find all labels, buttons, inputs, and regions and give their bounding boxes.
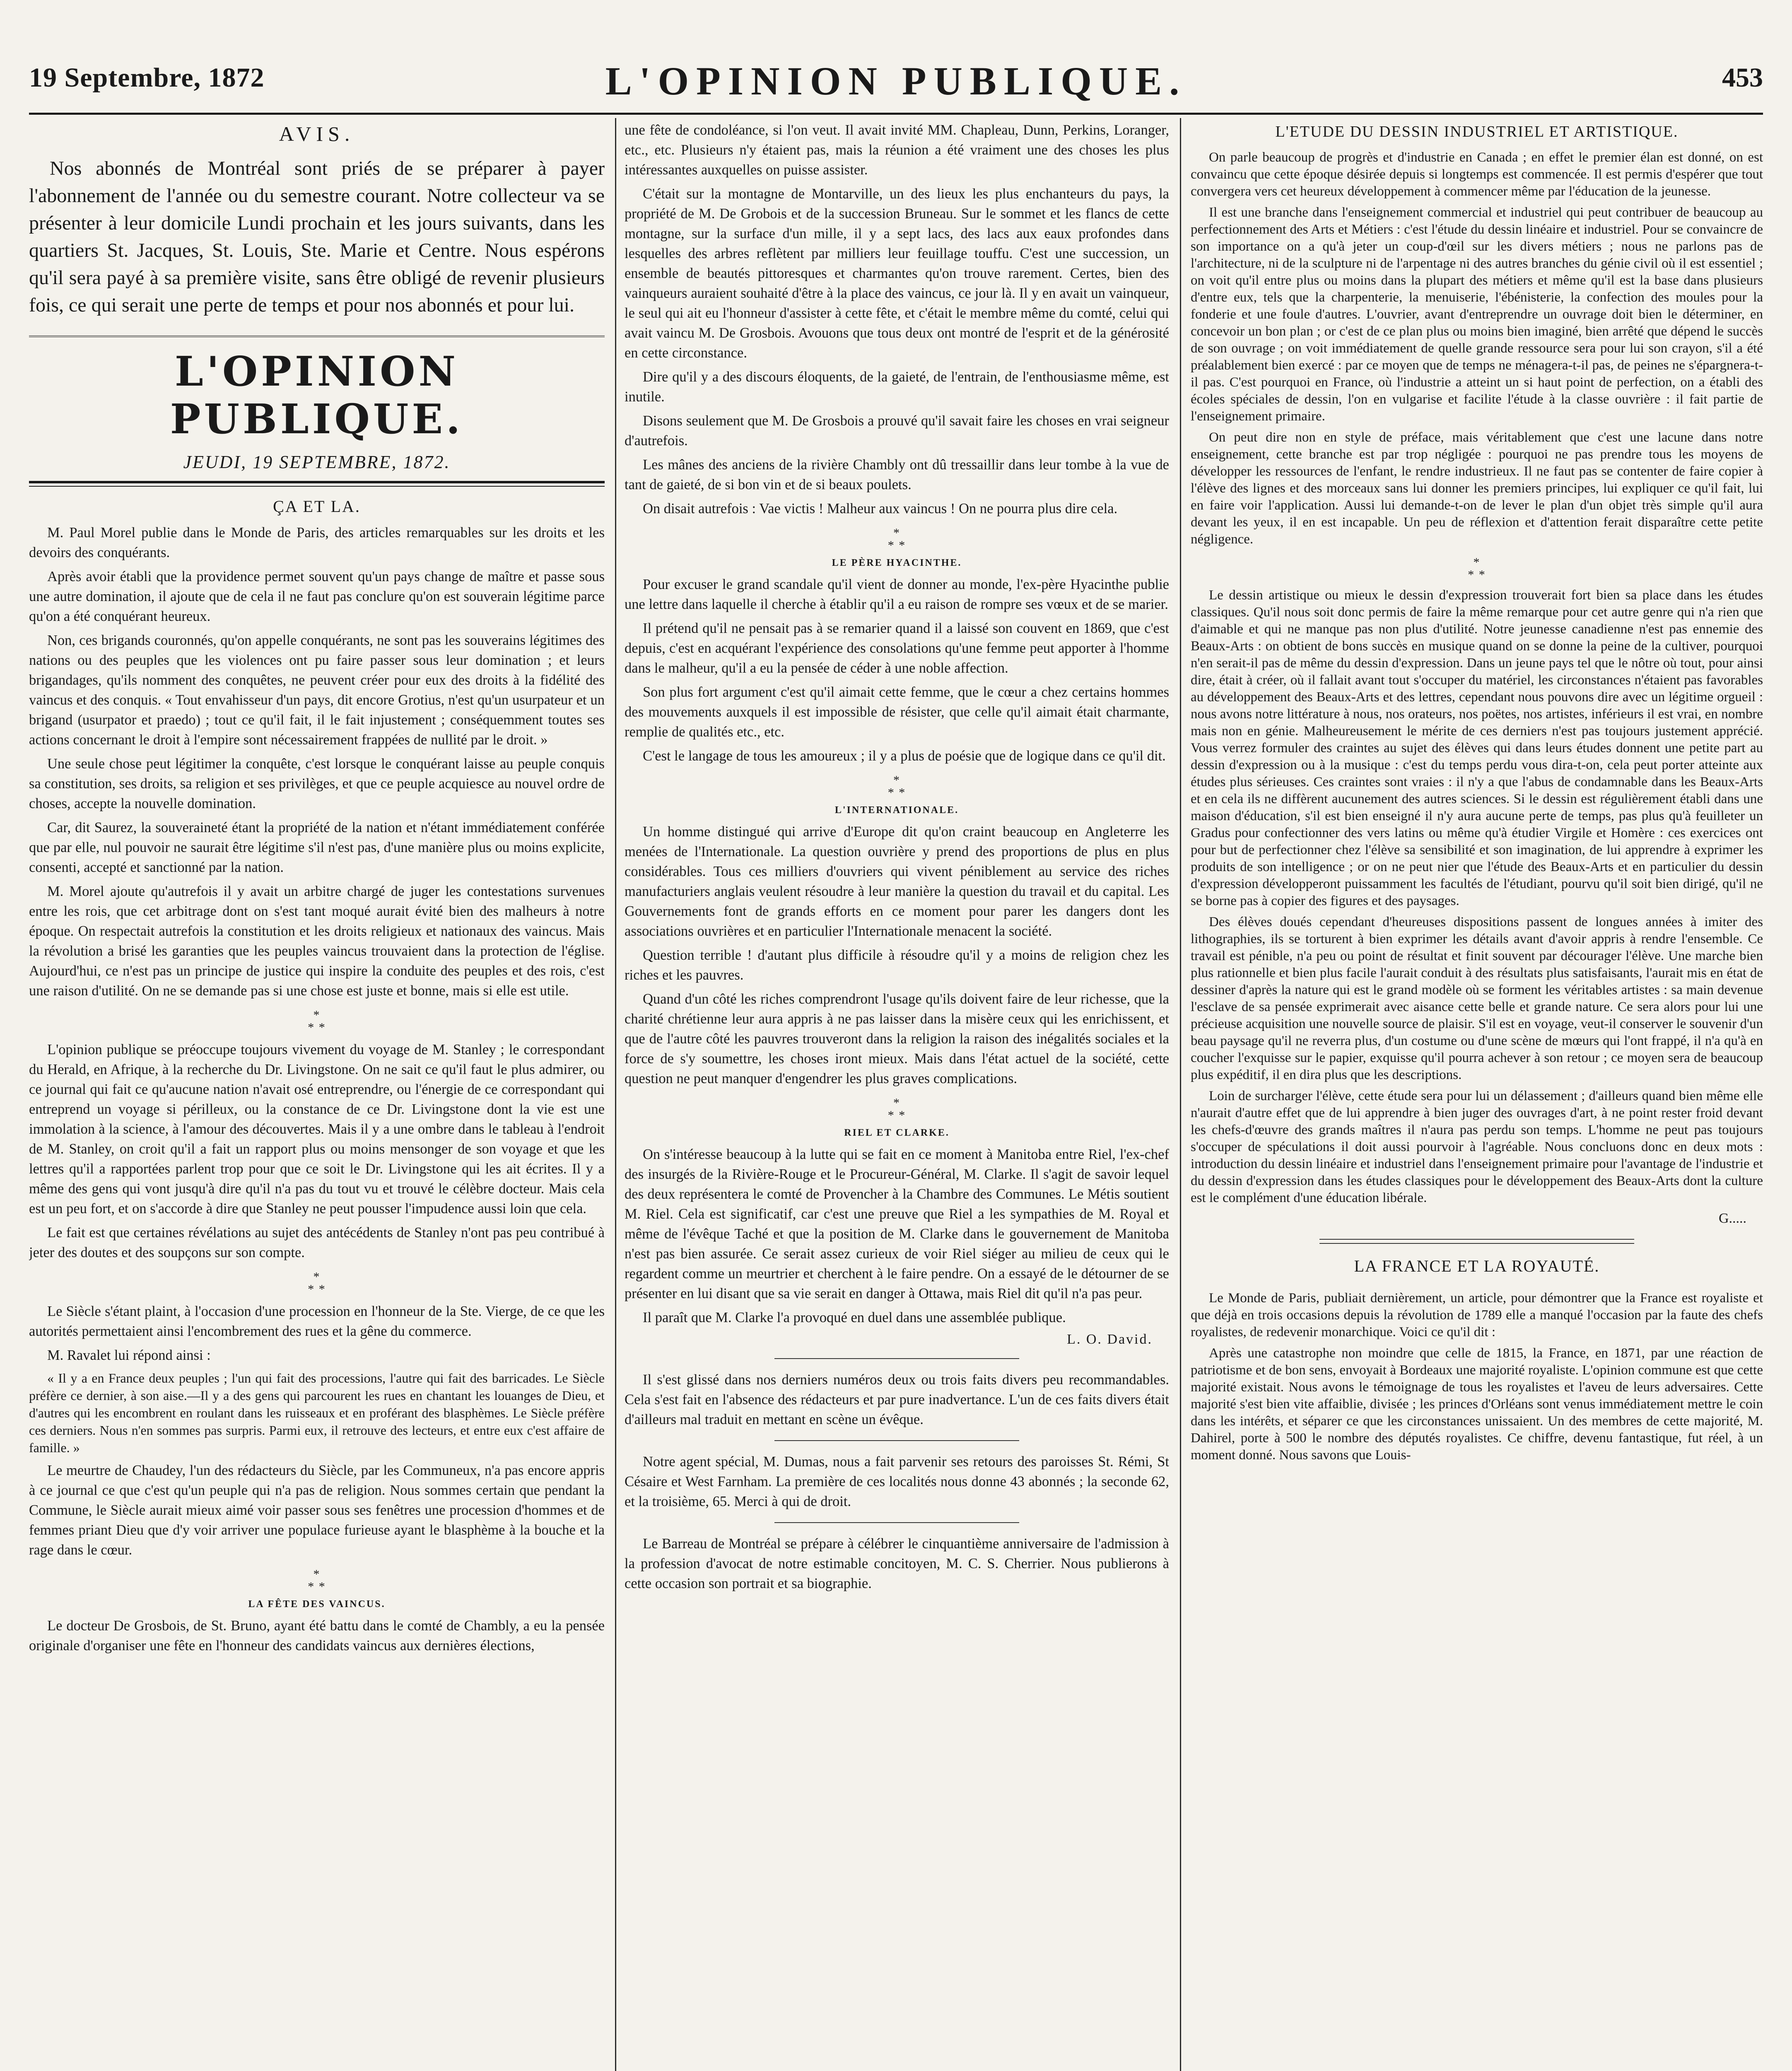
- paragraph: Il prétend qu'il ne pensait pas à se remarier quand il a laissé son couvent en 1869, que c'est depuis, c'est en acquérant l'expérience des consolations qu'une femme peut apporter à l'homme dans le malheur, qu'il a eu la pensée de céder à une noble affection.: [625, 620, 1169, 676]
- paragraph: C'était sur la montagne de Montarville, un des lieux les plus enchanteurs du pays, la propriété de M. De Grobois et de la succession Bruneau. Sur le sommet et les flancs de cette montagne, sur la surface d'un mille, il y a sept lacs, des lacs aux eaux profondes dans lesquelles des arbres reflètent par milliers leur feuillage touffu. C'est une succession, un ensemble de beautés pittoresques et charmantes qu'on trouve rarement. Certes, bien des vainqueurs auraient souhaité d'être à la place des vaincus, ce jour là. Il y en avait un vainqueur, le seul qui ait eu l'honneur d'assister à cette fête, et c'était le membre même du comté, celui qui avait vaincu M. De Grosbois. Avouons que tous deux ont montré de l'esprit et de la générosité en cette circonstance.: [625, 186, 1169, 361]
- paragraph: On disait autrefois : Vae victis ! Malheur aux vaincus ! On ne pourra plus dire cela.: [643, 501, 1118, 517]
- notice-title: AVIS.: [279, 122, 355, 145]
- paragraph: Quand d'un côté les riches comprendront l'usage qu'ils doivent faire de leur richesse, que la charité chrétienne leur aura appris à ne pas laisser dans la misère ceux qui les enrichissent, et que de l'autre côté les pauvres trouveront dans la religion la raison des inégalités sociales et la force de s'y soumettre, les choses iront mieux. Mais dans l'état actuel de la société, cette question ne peut manquer d'engendrer les plus graves complications.: [625, 991, 1169, 1086]
- asterism-divider: * * *: [308, 1567, 326, 1593]
- column-1: [29, 120, 605, 2071]
- paragraph: Non, ces brigands couronnés, qu'on appelle conquérants, ne sont pas les souverains légitimes des nations ou des peuples que les violences ont pu faire passer sous leur domination ; et leurs brigandages, qu'ils nomment des conquêtes, ne peuvent créer pour eux des droits à la fidélité des vaincus et des conquis. « Tout envahisseur d'un pays, dit encore Grotius, n'est qu'un usurpateur et un brigand (usurpator et praedo) ; tout ce qu'il fait, il le fait injustement ; conséquemment toutes ses actions concernant le droit à l'empire sont nécessairement frappées de nullité par le droit. »: [29, 632, 605, 748]
- section-rule: [774, 1440, 1020, 1441]
- paragraph: C'est le langage de tous les amoureux ; il y a plus de poésie que de logique dans ce qu'il dit.: [643, 748, 1166, 764]
- paragraph: Son plus fort argument c'est qu'il aimait cette femme, que le cœur a chez certains hommes des mouvements auxquels il est impossible de résister, que celle qu'il aimait était charmante, remplie de qualités etc., etc.: [625, 684, 1169, 740]
- paragraph: Loin de surcharger l'élève, cette étude sera pour lui un délassement ; d'ailleurs quand bien même elle n'aurait d'autre effet que de lui apprendre à bien juger des ouvrages d'art, à ne point rester froid devant les chefs-d'œuvre des grands maîtres il n'aura pas perdu son temps. L'homme ne peut pas toujours s'occuper de spéculations il doit aussi pourvoir à l'agréable. Nous concluons donc en deux mots : introduction du dessin linéaire et industriel dans l'enseignement primaire pour l'avantage de l'industrie et du dessin d'expression dans les études classiques pour le développement des Beaux-Arts dont la culture est le complément d'une éducation libérale.: [1191, 1089, 1763, 1205]
- asterism-divider: * * *: [308, 1270, 326, 1296]
- issue-date: 19 Septembre, 1872: [29, 63, 265, 93]
- page-number: 453: [1722, 63, 1763, 93]
- article-title: L'ETUDE DU DESSIN INDUSTRIEL ET ARTISTIQUE.: [1275, 123, 1679, 140]
- paragraph: On peut dire non en style de préface, mais véritablement que c'est une lacune dans notre enseignement, cette branche est par trop négligée : pourquoi ne pas prendre tous les moyens de développer les ressources de l'enfant, le rendre industrieux. Il ne faut pas se contenter de faire copier à l'élève des lignes et des morceaux sans lui donner les premiers principes, lui expliquer ce qu'il fait, lui en faire voir l'application. Aussi lui demande-t-on de lever le plan d'un objet très simple qu'il aura devant les yeux, il en est incapable. Un peu de réflexion et d'attention ferait disparaître cette petite négligence.: [1191, 430, 1763, 547]
- paragraph: On s'intéresse beaucoup à la lutte qui se fait en ce moment à Manitoba entre Riel, l'ex-chef des insurgés de la Rivière-Rouge et le Procureur-Général, M. Clarke. Il s'agit de savoir lequel des deux représentera le comté de Provencher à la Chambre des Communes. Le Métis soutient M. Riel. Cela est significatif, car c'est une preuve que Riel a les sympathies de M. Royal et même de l'évêque Taché et que la position de M. Clarke dans le gouvernement de Manitoba n'est pas bien assurée. Ce serait assez curieux de voir Riel siéger au milieu de ceux qui le regardent comme un meurtrier et cherchent à le faire pendre. On a essayé de le détourner de se présenter en lui disant que sa vie serait en danger à Ottawa, mais Riel dit qu'il n'a pas peur.: [625, 1147, 1169, 1301]
- asterism-divider: * * *: [308, 1008, 326, 1034]
- article-title: LA FRANCE ET LA ROYAUTÉ.: [1354, 1257, 1600, 1275]
- paragraph: Le docteur De Grosbois, de St. Bruno, ayant été battu dans le comté de Chambly, a eu la pensée originale d'organiser une fête en l'honneur des candidats vaincus aux dernières élections,: [29, 1618, 605, 1653]
- column-divider: [1180, 118, 1181, 2071]
- paragraph: Il est une branche dans l'enseignement commercial et industriel qui peut contribuer de beaucoup au perfectionnement des Arts et Métiers : c'est l'étude du dessin linéaire et industriel. Pour se convaincre de son importance on a qu'à jeter un coup-d'œil sur les divers métiers ; nous ne parlons pas de l'architecture, ni de la sculpture ni de l'arpentage ni des autres branches du génie civil où il est essentiel ; on voit qu'il entre plus ou moins dans la plupart des métiers et même qu'il est la base dans plusieurs d'entre eux, tels que la charpenterie, la menuiserie, l'ébénisterie, la confection des moules pour la fonderie et une foule d'autres. L'ouvrier, avant d'entreprendre un ouvrage doit bien le déterminer, en concevoir un bon plan ; or c'est de ce plan plus ou moins bien imaginé, bien arrêté que dépend le succès de son ouvrage ; on voit immédiatement de quelle grande ressource sera pour lui son crayon, s'il a été préalablement bien exercé : par ce moyen que de temps ne ménagera-t-il pas, de peines ne s'épargnera-t-il pas. C'est pourquoi en France, où l'industrie a atteint un si haut point de perfection, on a établi des écoles spéciales de dessin, l'on en vulgarise et facilite l'étude à la classe ouvrière : il fait partie de l'enseignement primaire.: [1191, 205, 1763, 424]
- masthead-rule: [29, 113, 1763, 115]
- paragraph: Il paraît que M. Clarke l'a provoqué en duel dans une assemblée publique.: [643, 1310, 1066, 1325]
- column-3: [1191, 120, 1763, 2071]
- paragraph: Le Barreau de Montréal se prépare à célébrer le cinquantième anniversaire de l'admission à la profession d'avocat de notre estimable concitoyen, M. C. S. Cherrier. Nous publierons à cette occasion son portrait et sa biographie.: [625, 1536, 1169, 1591]
- paragraph: M. Paul Morel publie dans le Monde de Paris, des articles remarquables sur les droits et les devoirs des conquérants.: [29, 525, 605, 560]
- paragraph: Le fait est que certaines révélations au sujet des antécédents de Stanley n'ont pas peu contribué à jeter des doutes et des soupçons sur son compte.: [29, 1225, 605, 1260]
- article-title: RIEL ET CLARKE.: [844, 1127, 950, 1138]
- paper-title: L'OPINION PUBLIQUE.: [29, 336, 605, 443]
- paragraph: Le dessin artistique ou mieux le dessin d'expression trouverait fort bien sa place dans les études classiques. Qu'il nous soit donc permis de faire la même remarque pour cet autre genre qui n'a rien que d'aimable et qui ne manque pas non plus d'utilité. Notre jeunesse canadienne n'est pas ennemie des Beaux-Arts : on obtient de bons succès en musique quand on se donne la peine de la cultiver, pourquoi n'en serait-il pas de même du dessin d'expression. Dans un jeune pays tel que le nôtre où tout, pour ainsi dire, était à créer, où il fallait avant tout s'occuper du matériel, les circonstances n'étaient pas favorables au développement des Beaux-Arts et des lettres, cependant nous pouvons dire avec un légitime orgueil : nous avons notre littérature à nous, nos orateurs, nos poëtes, nos artistes, inférieurs il est vrai, en nombre mais non en génie. Malheureusement le mérite de ces derniers n'est pas toujours justement apprécié. Vous verrez formuler des craintes au sujet des élèves qui dans leurs études donnent une petite part au dessin d'expression ou à la musique : c'est du temps perdu vous dira-t-on, cela peut porter atteinte aux études plus sérieuses. Ces craintes sont vraies : il n'y a que l'abus de condamnable dans les Beaux-Arts et en cela ils ne diffèrent aucunement des autres sciences. Si le dessin est régulièrement établi dans une maison d'éducation, s'il est bien enseigné il n'y aura aucune perte de temps, pas plus qu'à feuilleter un Gradus pour confectionner des vers latins ou même qu'à étudier Virgile et Homère : ces exercices ont pour but de perfectionner chez l'élève sa sensibilité et son imagination, de lui apprendre à exprimer les produits de son intelligence ; or on ne peut nier que l'étude des Beaux-Arts et en particulier du dessin d'expression développeront puissamment les facultés de l'étudiant, pourvu qu'il soit bien dirigé, qu'il ne se borne pas à copier des figures et des paysages.: [1191, 588, 1763, 908]
- article-title: L'INTERNATIONALE.: [834, 805, 959, 816]
- author-signature: L. O. David.: [1067, 1332, 1153, 1347]
- double-rule: [1319, 1239, 1634, 1244]
- paragraph: Le Siècle s'étant plaint, à l'occasion d'une procession en l'honneur de la Ste. Vierge, de ce que les autorités permettaient ainsi l'encombrement des rues et la gêne du commerce.: [29, 1303, 605, 1339]
- notice-text: Nos abonnés de Montréal sont priés de se préparer à payer l'abonnement de l'année ou du semestre courant. Notre collecteur va se présenter à leur domicile Lundi prochain et les jours suivants, dans les quartiers St. Jacques, St. Louis, Ste. Marie et Centre. Nous espérons qu'il sera payé à sa première visite, sans être obligé de revenir plusieurs fois, ce qui serait une perte de temps et pour nos abonnés et pour lui.: [29, 157, 605, 316]
- paragraph: M. Ravalet lui répond ainsi :: [47, 1347, 211, 1363]
- masthead-title: L'OPINION PUBLIQUE.: [605, 59, 1187, 103]
- paragraph: Le Monde de Paris, publiait dernièrement, un article, pour démontrer que la France est royaliste et que déjà en trois occasions depuis la révolution de 1789 elle a manqué l'occasion par la faute des chefs royalistes, de redevenir monarchique. Voici ce qu'il dit :: [1191, 1291, 1763, 1340]
- paragraph: une fête de condoléance, si l'on veut. Il avait invité MM. Chapleau, Dunn, Perkins, Loranger, etc., etc. Plusieurs n'y étaient pas, mais la réunion a été vraiment une des choses les plus intéressantes auxquelles on puisse assister.: [625, 122, 1169, 178]
- paragraph: Après une catastrophe non moindre que celle de 1815, la France, en 1871, par une réaction de patriotisme et de bon sens, envoyait à Bordeaux une majorité royaliste. L'opinion commune est que cette majorité existait. Nous avons le témoignage de tous les royalistes et l'aveu de leurs adversaires. Cette majorité s'est bien vite affaiblie, divisée ; les princes d'Orléans sont venus immédiatement mettre le coin dans les intérêts, et séparer ce que les circonstances unissaient. Un des membres de cette majorité, M. Dahirel, porte à 500 le nombre des députés royalistes. Ce chiffre, devenu fantastique, fut réel, à un moment donné. Nous savons que Louis-: [1191, 1346, 1763, 1463]
- paragraph: Une seule chose peut légitimer la conquête, c'est lorsque le conquérant laisse au peuple conquis sa constitution, ses droits, sa religion et ses privilèges, et que ce peuple acquiesce au nouvel ordre de choses, accepte la nouvelle domination.: [29, 756, 605, 811]
- author-signature: G.....: [1718, 1211, 1746, 1226]
- section-rule: [774, 1522, 1020, 1523]
- paragraph: On parle beaucoup de progrès et d'industrie en Canada ; en effet le premier élan est donné, on est convaincu que cette époque désirée depuis si longtemps est commencée. Il est permis d'espérer que tout convergera vers cet heureux développement à commencer même par l'éducation de la jeunesse.: [1191, 150, 1763, 199]
- paragraph: Notre agent spécial, M. Dumas, nous a fait parvenir ses retours des paroisses St. Rémi, St Césaire et West Farnham. La première de ces localités nous donne 43 abonnés ; la seconde 62, et la troisième, 65. Merci à qui de droit.: [625, 1454, 1169, 1509]
- paragraph: Dire qu'il y a des discours éloquents, de la gaieté, de l'entrain, de l'enthousiasme même, est inutile.: [625, 369, 1169, 405]
- article-title: LA FÊTE DES VAINCUS.: [248, 1599, 386, 1610]
- quote-text: « Il y a en France deux peuples ; l'un qui fait des processions, l'autre qui fait des barricades. Le Siècle préfère ce dernier, à son aise.—Il y a des gens qui parcourent les rues en chantant les louanges de Dieu, et d'autres qui les encombrent en roulant dans les ruisseaux et en proférant des blasphèmes. Le Siècle préfère ces derniers. Nous n'en sommes pas surpris. Parmi eux, il retrouve des lecteurs, et entre eux c'est affaire de famille. »: [29, 1371, 605, 1455]
- paragraph: Pour excuser le grand scandale qu'il vient de donner au monde, l'ex-père Hyacinthe publie une lettre dans laquelle il cherche à établir qu'il a eu raison de rompre ses vœux et de se marier.: [625, 577, 1169, 612]
- paper-date: JEUDI, 19 SEPTEMBRE, 1872.: [183, 452, 451, 472]
- paragraph: Disons seulement que M. De Grosbois a prouvé qu'il savait faire les choses en vrai seigneur d'autrefois.: [625, 413, 1169, 449]
- paragraph: M. Morel ajoute qu'autrefois il y avait un arbitre chargé de juger les contestations survenues entre les rois, que cet arbitrage dont on s'est tant moqué aurait évité bien des malheurs à notre époque. On respectait autrefois la constitution et les droits religieux et nationaux des vaincus. Mais la révolution a brisé les garanties que les peuples vaincus trouvaient dans la protection de l'église. Aujourd'hui, ce n'est pas un principe de justice qui inspire la conduite des peuples et des rois, c'est une raison d'utilité. On ne se demande pas si une chose est juste et bonne, mais si elle est utile.: [29, 883, 605, 999]
- paragraph: Car, dit Saurez, la souveraineté étant la propriété de la nation et n'étant immédiatement conférée que par elle, nul pouvoir ne saurait être légitime s'il n'est pas, d'une manière plus ou moins explicite, consenti, accepté et sanctionné par la nation.: [29, 820, 605, 875]
- column-2: [625, 120, 1169, 2071]
- asterism-divider: * * *: [888, 526, 906, 552]
- paragraph: Un homme distingué qui arrive d'Europe dit qu'on craint beaucoup en Angleterre les menées de l'Internationale. La question ouvrière y prend des proportions de plus en plus considérables. Tous ces milliers d'ouvriers qui vivent péniblement au service des riches manufacturiers anglais veulent résoudre à leur manière la question du travail et du capital. Les Gouvernements font de grands efforts en ce moment pour parer les dangers dont les associations ouvrières et en particulier l'Internationale menacent la société.: [625, 824, 1169, 939]
- quotation: [29, 1369, 605, 1456]
- paragraph: Il s'est glissé dans nos derniers numéros deux ou trois faits divers peu recommandables. Cela s'est fait en l'absence des rédacteurs et par pure inadvertance. L'un de ces faits divers était d'ailleurs mal traduit en mettant en scène un évêque.: [625, 1372, 1169, 1427]
- paragraph: Le meurtre de Chaudey, l'un des rédacteurs du Siècle, par les Communeux, n'a pas encore appris à ce journal ce que c'est qu'un peuple qui n'a pas de religion. Nous sommes certain que pendant la Commune, le Siècle aurait mieux aimé voir passer sous ses fenêtres une procession d'hommes et de femmes priant Dieu que d'y voir arriver une populace furieuse ayant le blasphème à la bouche et la rage dans le cœur.: [29, 1463, 605, 1558]
- article-title: LE PÈRE HYACINTHE.: [832, 558, 962, 568]
- masthead: [29, 59, 1763, 108]
- title-rule: [29, 481, 605, 487]
- paragraph: Des élèves doués cependant d'heureuses dispositions passent de longues années à imiter des lithographies, ils se torturent à bien exprimer les détails avant d'avoir appris à rendre l'ensemble. Ce travail est pénible, n'a peu ou point de résultat et finit souvent par décourager l'élève. Une marche bien plus rationnelle et bien plus facile l'aurait conduit à des résultats plus satisfaisants, l'aurait mis en état de dessiner d'après la nature qui est le grand modèle où se forment les véritables artistes : sa main devenue l'esclave de sa pensée exprimerait avec aisance cette belle et grande nature. Ce sera alors pour lui une précieuse acquisition une nouvelle source de plaisir. S'il est en voyage, veut-il conserver le souvenir d'un beau paysage qu'il ne reverra plus, d'un costume ou d'une scène de mœurs qui l'ont frappé, il n'a qu'à en coucher l'exquisse sur le papier, exquisse qu'il pourra achever à son retour ; ce moyen sera de beaucoup plus expéditif, il en dira plus que les descriptions.: [1191, 915, 1763, 1082]
- paragraph: Après avoir établi que la providence permet souvent qu'un pays change de maître et passe sous une autre domination, il ajoute que de cela il ne faut pas conclure qu'on est souverain légitime parce qu'on a été conquérant heureux.: [29, 569, 605, 624]
- section-rule: [774, 1358, 1020, 1359]
- asterism-divider: * * *: [1468, 555, 1486, 582]
- asterism-divider: * * *: [888, 1096, 906, 1122]
- asterism-divider: * * *: [888, 773, 906, 799]
- paragraph: Question terrible ! d'autant plus difficile à résoudre qu'il y a moins de religion chez les riches et les pauvres.: [625, 947, 1169, 983]
- section-title: ÇA ET LA.: [273, 497, 361, 516]
- paragraph: Les mânes des anciens de la rivière Chambly ont dû tressaillir dans leur tombe à la vue de tant de gaieté, de si bon vin et de si beaux poulets.: [625, 457, 1169, 492]
- paragraph: L'opinion publique se préoccupe toujours vivement du voyage de M. Stanley ; le correspondant du Herald, en Afrique, à la recherche du Dr. Livingstone. On ne sait ce qu'il faut le plus admirer, ou ce journal qui fait ce qu'aucune nation n'avait osé entreprendre, ou l'énergie de ce correspondant qui entreprend un voyage si périlleux, ou la constance de ce Dr. Livingstone dont la vie est une immolation à la science, à l'amour des découvertes. Mais il y a une ombre dans le tableau à l'endroit de M. Stanley, on croit qu'il a fait un rapport plus ou moins mensonger de son voyage et que les lettres qu'il a rapportées parlent trop pour que ce soit le Dr. Livingstone qui les ait écrites. Il y a même des gens qui vont jusqu'à dire qu'il n'a pas du tout vu et trouvé le célèbre docteur. Mais cela est un peu fort, et on s'accorde à dire que Stanley ne peut pousser l'impudence aussi loin que cela.: [29, 1042, 605, 1217]
- column-divider: [615, 118, 616, 2071]
